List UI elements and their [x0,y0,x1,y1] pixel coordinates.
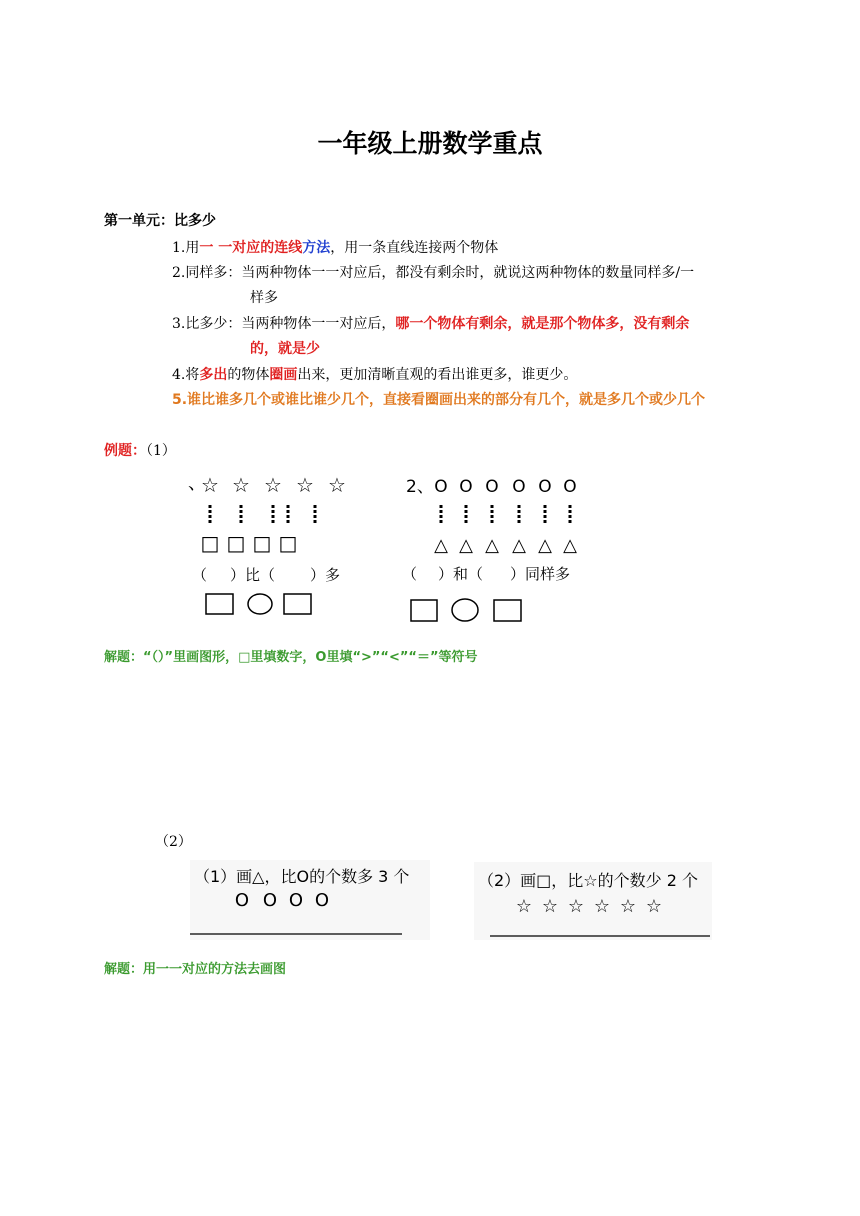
same-more-text: ）同样多 [510,565,571,583]
star: ☆ [619,896,637,917]
star: ☆ [296,473,314,497]
same-text: ）和（ [438,565,484,583]
solution-text: “（）”里画图形，□里填数字，O里填“>”“<”“＝”等符号 [143,650,478,665]
circle: O [459,477,473,497]
example-1-solution [104,646,478,665]
figure-2-prefix: 2、 [406,477,434,497]
star: ☆ [232,473,250,497]
figure-draw-squares [474,862,712,940]
circle: O [234,890,250,911]
triangle: △ [538,535,552,556]
rule-3-prefix: 3.比多少：当两种物体一一对应后， [172,316,396,332]
rule-4-c: 的物体 [227,367,270,383]
figure-draw-triangles [190,860,430,940]
rule-4 [172,364,577,384]
triangle: △ [459,535,473,556]
rule-4-a: 4.将 [172,367,200,383]
answer-box [411,600,437,621]
star: ☆ [515,896,533,917]
circle: O [262,890,278,911]
star: ☆ [645,896,663,917]
square: □ [278,531,298,555]
example-1-number: （1） [146,443,176,459]
triangle: △ [485,535,499,556]
compare-text: ）比（ [230,566,276,584]
square: □ [200,531,220,555]
star: ☆ [567,896,585,917]
rule-1-prefix: 1.用 [172,240,200,256]
answer-box [206,594,233,614]
task-1-text: （1）画△，比O的个数多 3 个 [194,867,410,886]
answer-box [284,594,311,614]
solution-label: 解题： [104,962,144,977]
task-2-text: （2）画□，比☆的个数少 2 个 [478,871,698,890]
circle: O [485,477,499,497]
triangle: △ [512,535,526,556]
rule-4-e: 出来，更加清晰直观的看出谁更多，谁更少。 [297,367,578,383]
answer-circle [248,594,272,614]
rule-2-line2: 样多 [250,290,278,306]
circle: O [314,890,330,911]
circle: O [512,477,526,497]
figure-circles-triangles [402,470,588,625]
unit-heading: 第一单元：比多少 [104,213,216,229]
square: □ [226,531,246,555]
example-2-number: （2） [155,834,192,850]
example-label: 例题： [104,443,146,459]
star: ☆ [541,896,559,917]
figure-1-prefix: 、 [188,473,206,494]
rule-1 [172,237,498,257]
more-text: ）多 [310,566,341,584]
blank-paren: （ [192,566,208,584]
page-title: 一年级上册数学重点 [317,129,543,158]
circle: O [288,890,304,911]
example-1-label [104,440,176,460]
rule-4-circle: 圈画 [269,367,298,383]
triangle: △ [563,535,577,556]
circle: O [434,477,448,497]
answer-box [494,600,521,621]
rule-1-rest: ，用一条直线连接两个物体 [330,240,499,256]
rule-3-highlight: 哪一个物体有剩余，就是那个物体多，没有剩余 [395,316,690,332]
blank-paren: （ [402,565,418,583]
star: ☆ [264,473,282,497]
solution-text: 用一一对应的方法去画图 [143,962,287,977]
star: ☆ [328,473,346,497]
rule-4-more: 多出 [199,367,228,383]
rule-3-line2: 的，就是少 [250,341,320,357]
rule-2-line1: 2.同样多：当两种物体一一对应后，都没有剩余时，就说这两种物体的数量同样多/一 [172,265,695,281]
figure-stars-squares [188,470,360,620]
square: □ [252,531,272,555]
star: ☆ [201,473,219,497]
rule-3-line1 [172,313,689,333]
rule-1-method: 方法 [302,240,331,256]
circle: O [538,477,552,497]
circle: O [563,477,577,497]
triangle: △ [434,535,448,556]
star: ☆ [593,896,611,917]
rule-1-highlight: 一 一对应的连线 [199,240,303,256]
answer-circle [452,599,478,621]
example-2-solution [104,958,286,977]
rule-5: 5.谁比谁多几个或谁比谁少几个，直接看圈画出来的部分有几个，就是多几个或少几个 [172,392,706,408]
solution-label: 解题： [104,650,144,665]
